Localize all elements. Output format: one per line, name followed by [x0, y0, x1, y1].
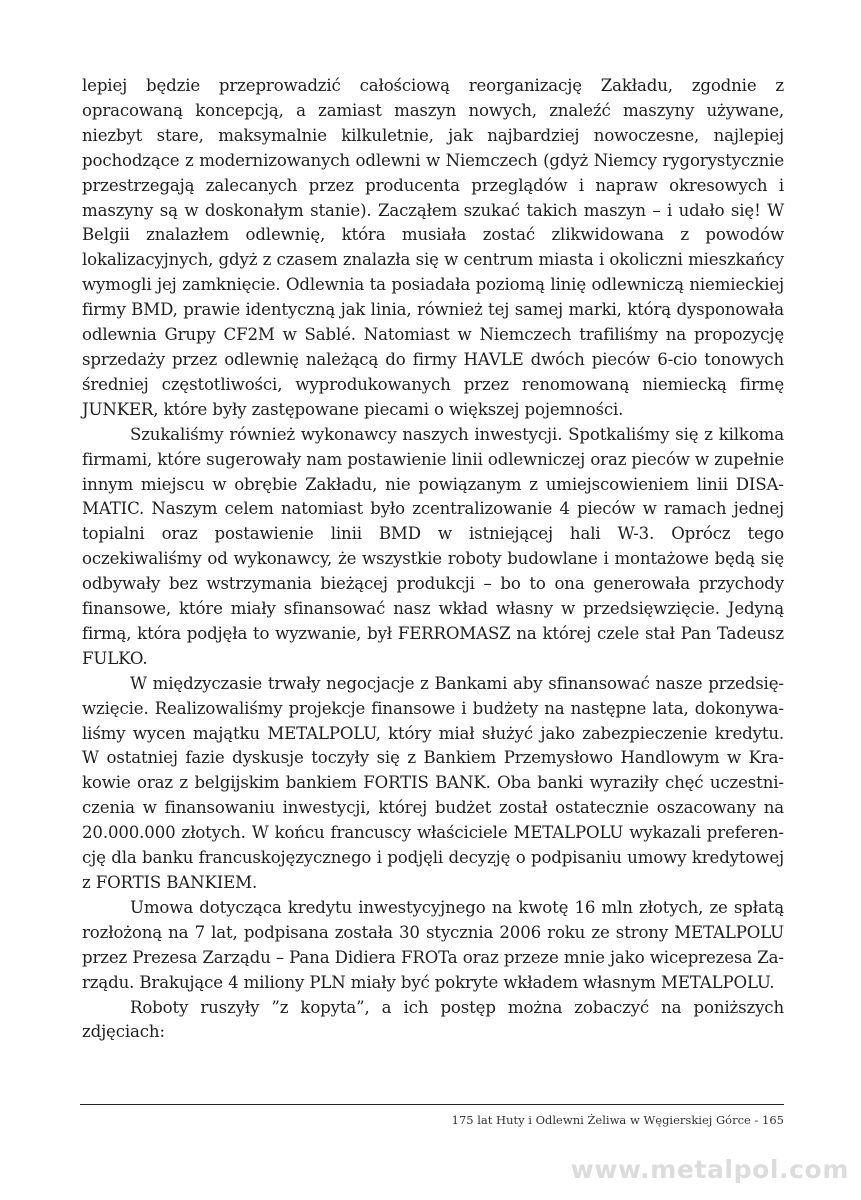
paragraph-4: Umowa dotycząca kredytu inwestycyjnego na kwotę 16 mln złotych, ze spłatą rozłożoną na 7 lat, podpisana została 30 stycznia 2006 roku ze strony METALPOLU przez Prezesa Zarządu – Pana Didiera FROTa oraz przeze mnie jako wiceprezesa Zarządu. Brakujące 4 miliony PLN miały być pokryte wkładem własnym METALPOLU.	[82, 897, 784, 992]
body-text	[82, 74, 784, 1045]
paragraph-1: lepiej będzie przeprowadzić całościową reorganizację Zakładu, zgodnie z opracowaną koncepcją, a zamiast maszyn nowych, znaleźć maszyny używane, niezbyt stare, maksymalnie kilkuletnie, jak najbardziej nowoczesne, najlepiej pochodzące z modernizowanych odlewni w Niemczech (gdyż Niemcy rygorystycznie przestrzegają zalecanych przez producenta przeglądów i napraw okresowych i maszyny są w doskonałym stanie). Zacząłem szukać takich maszyn – i udało się! W Belgii znalazłem odlewnię, która musiała zostać zlikwidowana z powodów lokalizacyjnych, gdyż z czasem znalazła się w centrum miasta i okoliczni mieszkańcy wymogli jej zamknięcie. Odlewnia ta posiadała poziomą linię odlewniczą niemieckiej firmy BMD, prawie identyczną jak linia, również tej samej marki, którą dysponowała odlewnia Grupy CF2M w Sablé. Natomiast w Niemczech trafiliśmy na propozycję sprzedaży przez odlewnię należącą do firmy HAVLE dwóch pieców 6-cio tonowych średniej częstotliwości, wyprodukowanych przez renomowaną niemiecką firmę JUNKER, które były zastępowane piecami o większej pojemności.	[82, 76, 784, 419]
page-footer: 175 lat Huty i Odlewni Żeliwa w Węgierskiej Górce - 165	[451, 1113, 784, 1127]
website-watermark: www.metalpol.com	[570, 1155, 849, 1184]
paragraph-3: W międzyczasie trwały negocjacje z Bankami aby sfinansować nasze przedsięwzięcie. Realizowaliśmy projekcje finansowe i budżety na następne lata, dokonywaliśmy wycen majątku METALPOLU, który miał służyć jako zabezpieczenie kredytu. W ostatniej fazie dyskusje toczyły się z Bankiem Przemysłowo Handlowym w Krakowie oraz z belgijskim bankiem FORTIS BANK. Oba banki wyraziły chęć uczestniczenia w finansowaniu inwestycji, której budżet został ostatecznie oszacowany na 20.000.000 złotych. W końcu francuscy właściciele METALPOLU wykazali preferencję dla banku francuskojęzycznego i podjęli decyzję o podpisaniu umowy kredytowej z FORTIS BANKIEM.	[82, 673, 784, 892]
paragraph-5: Roboty ruszyły ”z kopyta”, a ich postęp można zobaczyć na poniższych zdjęciach:	[82, 997, 784, 1042]
footer-divider	[80, 1104, 784, 1105]
paragraph-2: Szukaliśmy również wykonawcy naszych inwestycji. Spotkaliśmy się z kilkoma firmami, które sugerowały nam postawienie linii odlewniczej oraz pieców w zupełnie innym miejscu w obrębie Zakładu, nie powiązanym z umiejscowieniem linii DISAMATIC. Naszym celem natomiast było zcentralizowanie 4 pieców w ramach jednej topialni oraz postawienie linii BMD w istniejącej hali W-3. Oprócz tego oczekiwaliśmy od wykonawcy, że wszystkie roboty budowlane i montażowe będą się odbywały bez wstrzymania bieżącej produkcji – bo to ona generowała przychody finansowe, które miały sfinansować nasz wkład własny w przedsięwzięcie. Jedyną firmą, która podjęła to wyzwanie, był FERROMASZ na której czele stał Pan Tadeusz FULKO.	[82, 424, 784, 668]
